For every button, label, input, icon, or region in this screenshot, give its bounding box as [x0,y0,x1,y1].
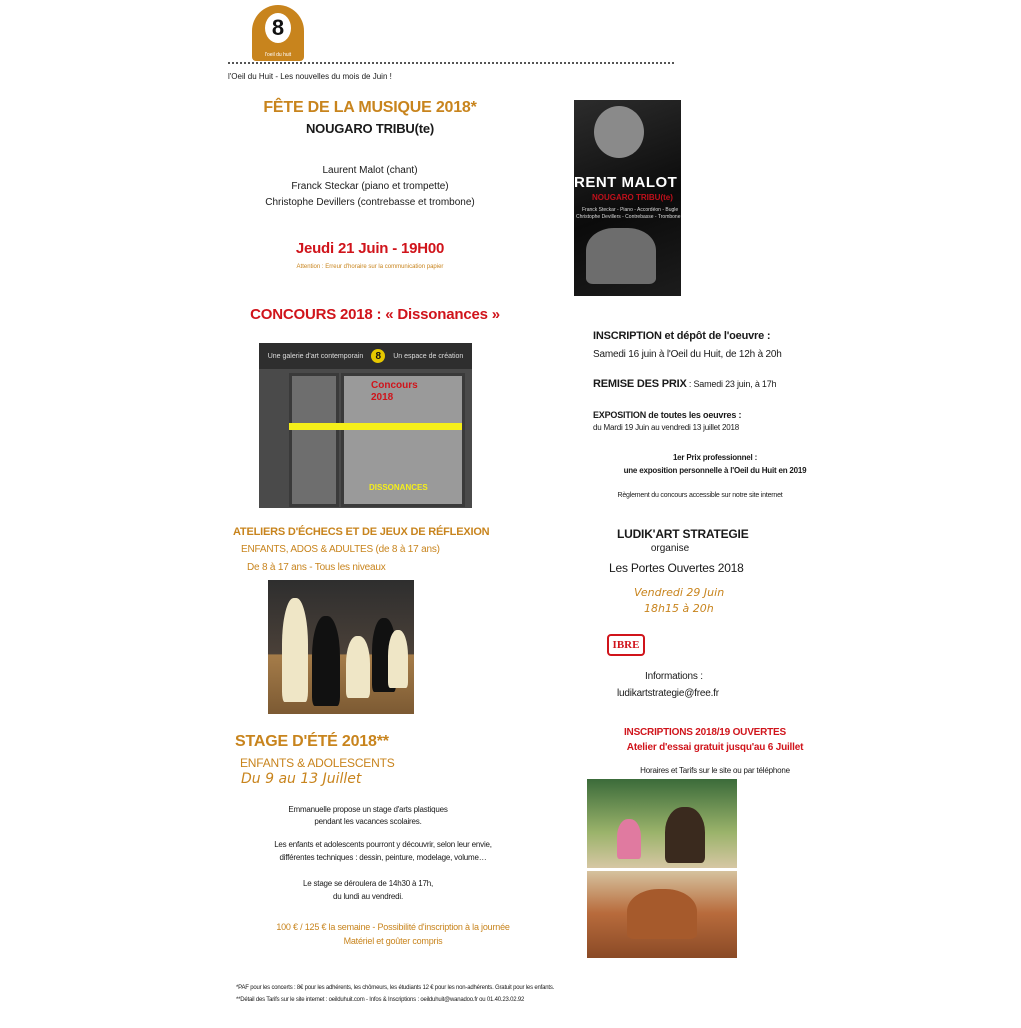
inscriptions-atelier: Atelier d'essai gratuit jusqu'au 6 Juillet [626,742,804,753]
fete-subtitle: NOUGARO TRIBU(te) [305,121,435,136]
stage-line1: ENFANTS & ADOLESCENTS [240,756,395,770]
reglement: Règlement du concours accessible sur notre site internet [617,492,783,499]
gallery-logo-icon: 8 [371,349,385,363]
ludik-title: LUDIK'ART STRATEGIE [617,527,749,541]
prix-line2: une exposition personnelle à l'Oeil du Huit en 2019 [623,466,807,475]
inscription-text: Samedi 16 juin à l'Oeil du Huit, de 12h à 20h [593,349,782,360]
singer-head-shape [594,106,644,158]
white-king-piece [282,598,308,702]
remise-line [593,378,776,390]
black-king-piece [312,616,340,706]
nougaro-poster-image [574,100,681,296]
ludik-logo-icon: IBRE [607,634,645,656]
artist-1: Laurent Malot (chant) [322,165,418,176]
kids-workshop-image [587,779,737,958]
expo-text: du Mardi 19 Juin au vendredi 13 juillet 2018 [593,423,739,432]
stage-p2b: différentes techniques : dessin, peinture, modelage, volume… [279,853,487,862]
ludik-organise: organise [650,543,690,554]
ateliers-line1: ENFANTS, ADOS & ADULTES (de 8 à 17 ans) [241,544,440,555]
gallery-sign [259,343,472,369]
dotted-divider [228,62,674,64]
logo [252,5,304,61]
poster-name: RENT MALOT [574,174,678,191]
footer-note-2: **Détail des Tarifs sur le site internet : oeilduhuit.com - Infos & Inscriptions : oeilduhuit@wanadoo.fr ou 01.40.23.02.92 [236,997,525,1003]
logo-eight: 8 [265,13,291,43]
ludik-date2: 18h15 à 20h [644,602,714,615]
child-figure-2 [665,807,705,863]
clay-sculpture [627,889,697,939]
artist-3: Christophe Devillers (contrebasse et trombone) [265,197,475,208]
inscription-label: INSCRIPTION et dépôt de l'oeuvre : [593,330,771,342]
footer-note-1: *PAF pour les concerts : 8€ pour les adhérents, les chômeurs, les étudiants 12 € pour les non-adhérents. Gratuit pour les enfants. [236,985,555,991]
gallery-door [289,373,339,507]
remise-label: REMISE DES PRIX [593,378,687,390]
stage-price: 100 € / 125 € la semaine - Possibilité d'inscription à la journée [276,922,510,932]
inscriptions-horaires: Horaires et Tarifs sur le site ou par téléphone [640,766,790,775]
chess-pieces-image [268,580,414,714]
poster-line1: Franck Steckar - Piano - Accordéon - Bugle [582,207,679,213]
concours-title: CONCOURS 2018 : « Dissonances » [250,306,500,323]
fete-warning: Attention : Erreur d'horaire sur la communication papier [296,264,444,270]
fete-date: Jeudi 21 Juin - 19H00 [295,240,445,257]
yellow-tape [289,423,462,430]
ludik-date1: Vendredi 29 Juin [634,586,725,599]
singer-body-shape [586,228,656,284]
ateliers-title: ATELIERS D'ÉCHECS ET DE JEUX DE RÉFLEXION [233,526,490,538]
white-knight-piece [388,630,408,688]
logo-tagline: l'oeil du huit [264,52,292,58]
ludik-portes: Les Portes Ouvertes 2018 [609,561,744,575]
ludik-info-label: Informations : [645,671,703,682]
stage-title: STAGE D'ÉTÉ 2018** [235,733,389,750]
stage-p1a: Emmanuelle propose un stage d'arts plastiques [288,805,448,814]
stage-p3b: du lundi au vendredi. [332,892,404,901]
newsletter-line: l'Oeil du Huit - Les nouvelles du mois de Juin ! [228,72,392,81]
child-figure [617,819,641,859]
gallery-sign-right: Un espace de création [393,352,464,360]
remise-text: : Samedi 23 juin, à 17h [686,379,777,389]
gallery-bottom-text: DISSONANCES [369,483,428,492]
photo-split-line [587,868,737,871]
fete-title: FÊTE DE LA MUSIQUE 2018* [263,99,477,116]
gallery-storefront-image [259,343,472,508]
ateliers-line2: De 8 à 17 ans - Tous les niveaux [247,562,386,573]
stage-p1b: pendant les vacances scolaires. [314,817,422,826]
stage-line2: Du 9 au 13 Juillet [241,771,362,787]
white-pawn-piece [346,636,370,698]
ludik-email[interactable]: ludikartstrategie@free.fr [617,688,719,699]
expo-label: EXPOSITION de toutes les oeuvres : [593,410,742,420]
poster-line2: Christophe Devillers - Contrebasse - Trombone [576,214,681,220]
stage-p2a: Les enfants et adolescents pourront y découvrir, selon leur envie, [274,840,492,849]
stage-included: Matériel et goûter compris [343,936,443,946]
gallery-sign-left: Une galerie d'art contemporain [267,352,364,360]
stage-p3a: Le stage se déroulera de 14h30 à 17h, [302,879,434,888]
prix-line1: 1er Prix professionnel : [672,453,758,462]
artist-2: Franck Steckar (piano et trompette) [291,181,449,192]
gallery-window-text: Concours 2018 [371,380,418,403]
poster-sub: NOUGARO TRIBU(te) [592,193,673,202]
inscriptions-title: INSCRIPTIONS 2018/19 OUVERTES [623,727,787,738]
